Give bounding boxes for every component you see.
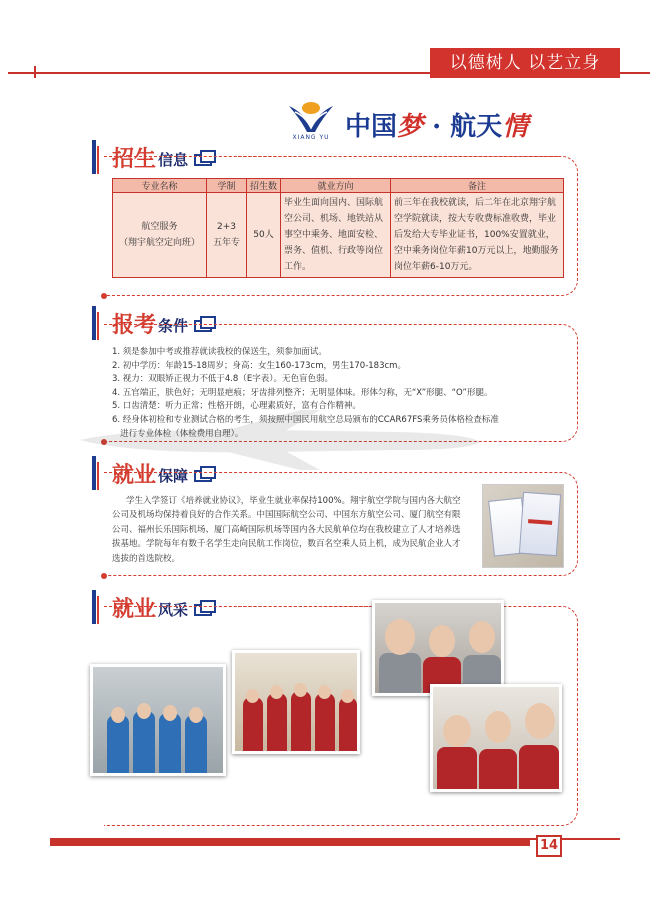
- photo-selfie-2: [430, 684, 562, 792]
- list-item: 5. 口齿清楚：听力正常；性格开朗，心理素质好，富有合作精神。: [112, 401, 361, 412]
- major-name: 航空服务: [141, 222, 178, 232]
- figure: [159, 713, 181, 773]
- headline-part-2: 梦: [397, 112, 424, 142]
- face: [246, 689, 259, 703]
- figure: [379, 653, 421, 693]
- headline-part-4: 情: [502, 112, 529, 142]
- table-cell-direction: 毕业生面向国内、国际航空公司、机场、地铁站从事空中乘务、地面安检、票务、值机、行政等岗位工作。: [281, 193, 391, 278]
- figure: [133, 711, 155, 773]
- table-cell-years: [207, 193, 247, 278]
- years-type: 五年专: [212, 238, 240, 248]
- figure: [479, 749, 517, 789]
- face: [270, 685, 283, 699]
- section-title-small: 信息: [158, 151, 189, 169]
- years-value: 2+3: [217, 222, 236, 232]
- figure: [519, 745, 559, 789]
- figure: [291, 691, 311, 751]
- face: [469, 621, 495, 653]
- table-cell-note: 前三年在我校就读，后二年在北京翔宇航空学院就读，按大专收费标准收费，毕业后发给大专毕业证书，100%安置就业，空中乘务岗位年薪10万元以上，地勤服务岗位年薪6-10万元。: [391, 193, 564, 278]
- requirements-list: [112, 346, 572, 441]
- face: [525, 703, 555, 739]
- section-bar-accent: [97, 462, 99, 490]
- section-title-small: 风采: [158, 601, 189, 619]
- frame-dot: [101, 293, 107, 299]
- table-header-row: [113, 179, 564, 193]
- photo-cabin-crew-2: [232, 650, 360, 754]
- headline-part-3: · 航天: [423, 112, 503, 142]
- page-number: 14: [536, 835, 562, 857]
- figure: [437, 747, 477, 789]
- table-header: 学制: [207, 179, 247, 193]
- slogan-banner: 以德树人 以艺立身: [430, 48, 620, 78]
- face: [341, 689, 354, 703]
- major-class: （翔宇航空定向班）: [118, 238, 200, 248]
- face: [189, 707, 203, 723]
- footer-bar: [50, 838, 530, 846]
- figure: [267, 693, 287, 751]
- table-header: 备注: [391, 179, 564, 193]
- figure: [243, 697, 263, 751]
- list-item: 1. 须是参加中考或推荐就读我校的保送生，须参加面试。: [112, 347, 327, 357]
- table-header: 招生数: [247, 179, 281, 193]
- figure: [315, 693, 335, 751]
- face: [294, 683, 307, 697]
- table-cell-major: [113, 193, 207, 278]
- list-item: 3. 视力：双眼矫正视力不低于4.8（E字表）。无色盲色弱。: [112, 374, 333, 385]
- logo-caption: XIANG YU: [292, 134, 330, 141]
- section-bar-accent: [97, 312, 99, 340]
- section-title-big: 就业: [112, 596, 157, 622]
- face: [485, 711, 511, 743]
- face: [385, 619, 415, 655]
- enrollment-table: [112, 178, 564, 278]
- section-bar-accent: [97, 146, 99, 174]
- section-title-big: 报考: [112, 312, 157, 338]
- face: [163, 705, 177, 721]
- headline-part-1: 中国: [345, 112, 398, 142]
- list-item: 4. 五官端正，肤色好；无明显疤痕；牙齿排列整齐；无明显体味。形体匀称，无“X”形腿、“O”形腿。: [112, 387, 493, 398]
- frame-dot: [101, 573, 107, 579]
- section-bar: [92, 590, 96, 624]
- table-row: [113, 193, 564, 278]
- list-item: 进行专业体检（体检费用自理）。: [112, 428, 244, 439]
- figure: [339, 697, 357, 751]
- section-bar-accent: [97, 596, 99, 624]
- list-item: 6. 经身体初检和专业测试合格的考生，须按照中国民用航空总局颁布的CCAR67FS乘务员体格检查标准: [112, 414, 499, 425]
- face: [318, 685, 331, 699]
- book-cover: [519, 492, 561, 556]
- logo-row: [285, 98, 585, 146]
- face: [429, 625, 455, 657]
- figure: [185, 715, 207, 773]
- section-bar: [92, 306, 96, 340]
- employment-text: 学生入学签订《培养就业协议》，毕业生就业率保持100%。翔宇航空学院与国内各大航空公司及机场均保持着良好的合作关系。中国国际航空公司、中国东方航空公司、厦门航空有限公司、福州长乐国际机场、厦门高崎国际机场等国内各大民航单位均在我校建立了人才培养选拔基地。学院每年有数千名学生走向民航工作岗位，数百名空乘人员上机，成为民航企业人才选拔的首选院校。: [112, 496, 461, 564]
- section-title-small: 条件: [158, 317, 189, 335]
- photo-selfie-1: [372, 600, 504, 696]
- section-title-big: 就业: [112, 462, 157, 488]
- table-header: 专业名称: [113, 179, 207, 193]
- agreement-books-image: [482, 484, 564, 568]
- photo-cabin-crew-1: [90, 664, 226, 776]
- section-bar: [92, 456, 96, 490]
- table-cell-count: 50人: [247, 193, 281, 278]
- figure: [107, 715, 129, 773]
- list-item: 2. 初中学历：年龄15-18周岁；身高：女生160-173cm，男生170-183cm。: [112, 360, 406, 371]
- section-title-small: 保障: [158, 467, 189, 485]
- face: [111, 707, 125, 723]
- table-header: 就业方向: [281, 179, 391, 193]
- face: [443, 715, 471, 747]
- section-bar: [92, 140, 96, 174]
- section-title-big: 招生: [112, 146, 157, 172]
- face: [137, 703, 151, 719]
- headline: [345, 106, 528, 143]
